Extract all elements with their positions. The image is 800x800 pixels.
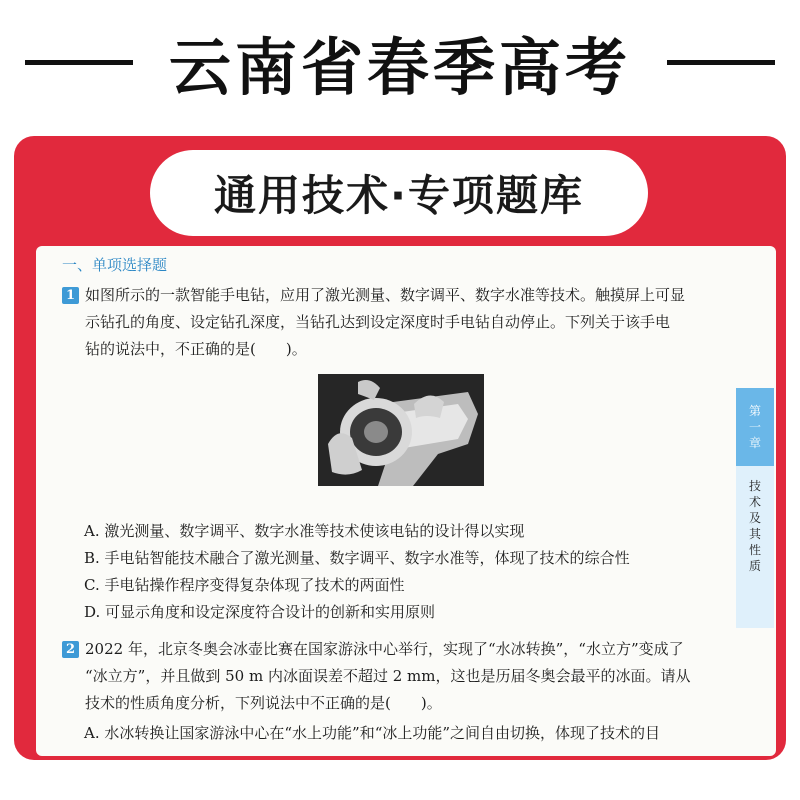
question-text: 2022 年，北京冬奥会冰壶比赛在国家游泳中心举行，实现了“水冰转换”，“水立方”变成了 <box>85 640 684 658</box>
question-number-badge: 1 <box>62 287 79 304</box>
topic-char: 质 <box>748 559 761 573</box>
topic-char: 及 <box>748 511 761 525</box>
chapter-label <box>736 388 774 466</box>
chapter-side-tab <box>736 388 774 628</box>
question-line: “冰立方”，并且做到 50 m 内冰面误差不超过 2 mm，这也是历届冬奥会最平的冰面。请从 <box>85 667 691 685</box>
banner-pill <box>150 150 648 236</box>
chapter-char: 一 <box>748 420 761 434</box>
question-2 <box>62 636 752 717</box>
right-dash <box>667 60 775 65</box>
left-dash <box>25 60 133 65</box>
question-line: 示钻孔的角度、设定钻孔深度，当钻孔达到设定深度时手电钻自动停止。下列关于该手电 <box>85 313 671 331</box>
question-text: 如图所示的一款智能手电钻，应用了激光测量、数字调平、数字水准等技术。触摸屏上可显 <box>85 286 686 304</box>
topic-char: 术 <box>748 495 761 509</box>
drill-illustration <box>318 374 484 486</box>
section-heading: 一、单项选择题 <box>62 256 168 274</box>
chapter-char: 章 <box>748 436 761 450</box>
option-b: B. 手电钻智能技术融合了激光测量、数字调平、数字水准等，体现了技术的综合性 <box>84 549 630 567</box>
book-page <box>36 246 776 756</box>
banner-title: 通用技术·专项题库 <box>214 171 584 220</box>
question-line: 技术的性质角度分析，下列说法中不正确的是( )。 <box>85 694 442 712</box>
option-a: A. 激光测量、数字调平、数字水准等技术使该电钻的设计得以实现 <box>84 522 525 540</box>
top-title-bar <box>0 12 800 112</box>
question-line: 钻的说法中，不正确的是( )。 <box>85 340 307 358</box>
drill-photo <box>318 374 484 486</box>
topic-char: 其 <box>748 527 761 541</box>
option-d: D. 可显示角度和设定深度符合设计的创新和实用原则 <box>84 603 436 621</box>
question-1 <box>62 282 752 363</box>
question-number-badge: 2 <box>62 641 79 658</box>
option-c: C. 手电钻操作程序变得复杂体现了技术的两面性 <box>84 576 405 594</box>
option-a: A. 水冰转换让国家游泳中心在“水上功能”和“冰上功能”之间自由切换，体现了技术的目 <box>84 724 661 742</box>
page-title: 云南省春季高考 <box>168 30 631 104</box>
topic-char: 技 <box>748 479 761 493</box>
chapter-topic <box>736 466 774 574</box>
chapter-char: 第 <box>748 404 761 418</box>
topic-char: 性 <box>748 543 761 557</box>
question-line <box>62 282 752 309</box>
question-line <box>62 636 752 663</box>
